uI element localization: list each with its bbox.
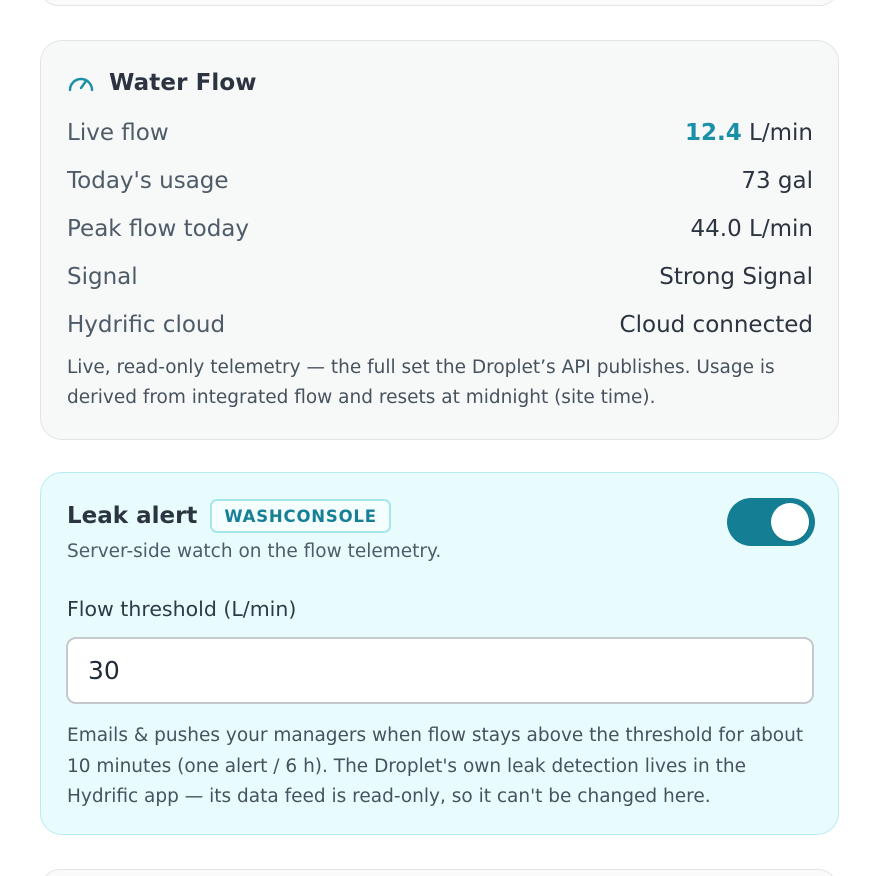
telemetry-row-signal [67, 253, 813, 301]
leak-alert-toggle[interactable] [727, 498, 815, 546]
live-flow-unit: L/min [741, 120, 813, 146]
leak-alert-header [67, 499, 391, 533]
water-flow-title: Water Flow [109, 70, 257, 96]
usage-value: 73 gal [741, 168, 813, 194]
peak-flow-value: 44.0 L/min [690, 216, 813, 242]
flow-threshold-input[interactable] [66, 637, 814, 704]
previous-card [40, 0, 838, 6]
leak-alert-note: Emails & pushes your managers when flow stays above the threshold for about 10 minutes (one alert / 6 h). The Droplet's own leak detection lives in the Hydrific app — its data feed is read-only, so it can't be changed here. [67, 725, 804, 807]
washconsole-badge: WASHCONSOLE [210, 499, 390, 533]
telemetry-list [67, 109, 813, 349]
gauge-icon [67, 69, 95, 97]
peak-flow-label: Peak flow today [67, 216, 250, 242]
telemetry-row-usage [67, 157, 813, 205]
signal-value: Strong Signal [659, 264, 813, 290]
cloud-label: Hydrific cloud [67, 312, 226, 338]
next-card [40, 869, 838, 876]
telemetry-row-live-flow [67, 109, 813, 157]
live-flow-number: 12.4 [685, 120, 742, 146]
telemetry-row-peak-flow [67, 205, 813, 253]
usage-label: Today's usage [67, 168, 229, 194]
cloud-value: Cloud connected [619, 312, 813, 338]
toggle-knob [771, 503, 809, 541]
live-flow-label: Live flow [67, 120, 169, 146]
leak-alert-card [40, 472, 839, 835]
flow-threshold-label: Flow threshold (L/min) [67, 597, 297, 621]
water-flow-header [67, 69, 257, 97]
leak-alert-title: Leak alert [67, 503, 198, 529]
water-flow-card [40, 40, 839, 440]
telemetry-row-cloud [67, 301, 813, 349]
leak-alert-subtitle: Server-side watch on the flow telemetry. [67, 541, 442, 562]
water-flow-note: Live, read-only telemetry — the full set the Droplet’s API publishes. Usage is derived from integrated flow and resets at midnight (site time). [67, 357, 775, 408]
live-flow-value [685, 120, 813, 146]
signal-label: Signal [67, 264, 138, 290]
